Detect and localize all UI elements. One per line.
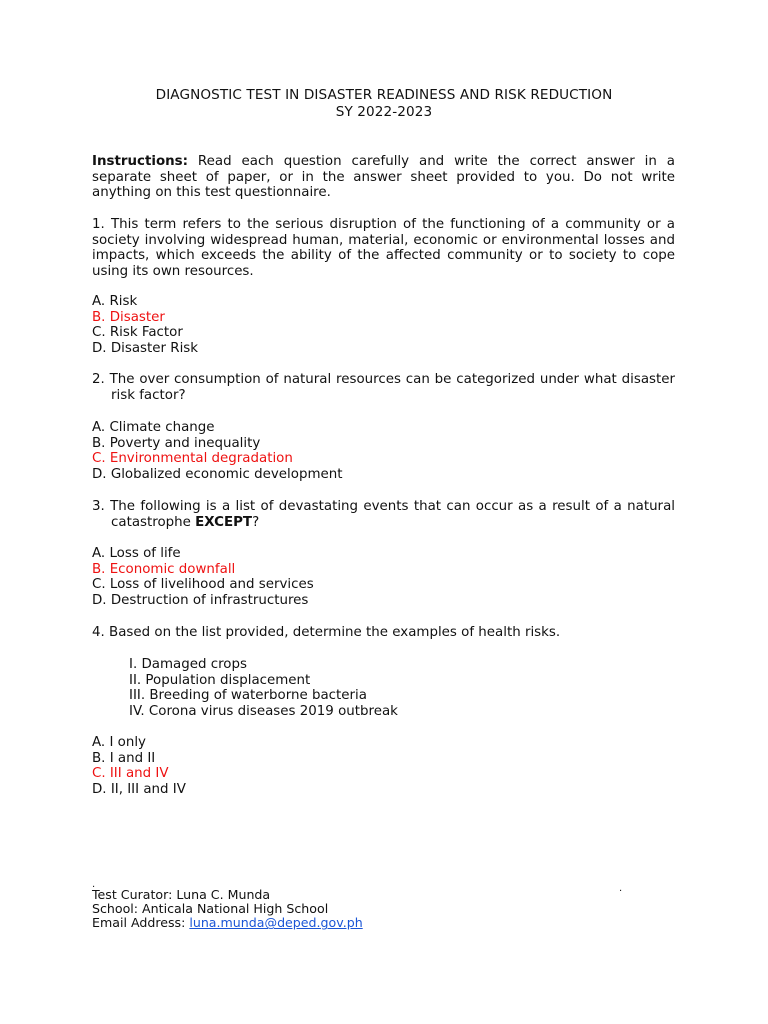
q4-option-a: A. I only [92,735,146,750]
test-curator: Test Curator: Luna C. Munda [92,887,271,902]
q1-option-c: C. Risk Factor [92,325,183,341]
q4-list-item-1: I. Damaged crops [129,657,247,672]
school-name: School: Anticala National High School [92,901,329,917]
document-title [92,87,676,121]
q3-text-after: ? [252,515,260,530]
q3-text-except: EXCEPT [195,515,253,530]
q1-option-a: A. Risk [92,294,138,309]
footer-dot-left: . [92,879,96,890]
question-1-options [92,294,198,357]
q4-list-item-2: II. Population displacement [129,672,311,688]
q4-option-d: D. II, III and IV [92,782,186,798]
footer [92,888,363,931]
instructions-label: Instructions: [92,154,189,169]
q3-option-d: D. Destruction of infrastructures [92,593,309,609]
title-line-2: SY 2022-2023 [335,104,433,120]
q2-option-d: D. Globalized economic development [92,467,343,483]
instructions [92,154,675,201]
title-line-1: DIAGNOSTIC TEST IN DISASTER READINESS AND RISK REDUCTION [155,87,613,103]
question-4-list [129,657,398,720]
email-label: Email Address: [92,915,190,931]
question-2-options [92,420,342,483]
question-4-text: 4. Based on the list provided, determine the examples of health risks. [92,625,561,640]
q3-text-before: 3. The following is a list of devastating events that can occur as a result of a natural catastrophe [92,499,675,530]
footer-dot-right: . [619,883,623,894]
q4-option-b: B. I and II [92,750,156,766]
question-2-text: 2. The over consumption of natural resources can be categorized under what disaster risk factor? [92,372,675,403]
q1-option-d: D. Disaster Risk [92,341,199,357]
instructions-text: Read each question carefully and write the correct answer in a separate sheet of paper, or in the answer sheet provided to you. Do not write anything on this test questionnaire. [92,154,675,201]
q4-list-item-4: IV. Corona virus diseases 2019 outbreak [129,704,398,720]
q3-option-a: A. Loss of life [92,546,181,561]
question-3-text [92,499,675,531]
q4-option-c-correct: C. III and IV [92,766,169,782]
question-3 [92,499,675,531]
q3-option-c: C. Loss of livelihood and services [92,577,314,593]
q1-option-b-correct: B. Disaster [92,309,165,325]
question-2 [92,372,675,404]
q2-option-a: A. Climate change [92,420,215,435]
q2-option-c-correct: C. Environmental degradation [92,451,293,467]
email-link[interactable]: luna.munda@deped.gov.ph [189,915,363,931]
question-3-options [92,546,314,609]
q3-option-b-correct: B. Economic downfall [92,561,236,577]
question-4-options [92,735,186,798]
email-line [92,916,363,930]
question-1-text: 1. This term refers to the serious disruption of the functioning of a community or a society involving widespread human, material, economic or environmental losses and impacts, which exceeds the ability of the affected community or to society to cope using its own resources. [92,217,675,279]
q2-option-b: B. Poverty and inequality [92,435,261,451]
q4-list-item-3: III. Breeding of waterborne bacteria [129,688,367,704]
